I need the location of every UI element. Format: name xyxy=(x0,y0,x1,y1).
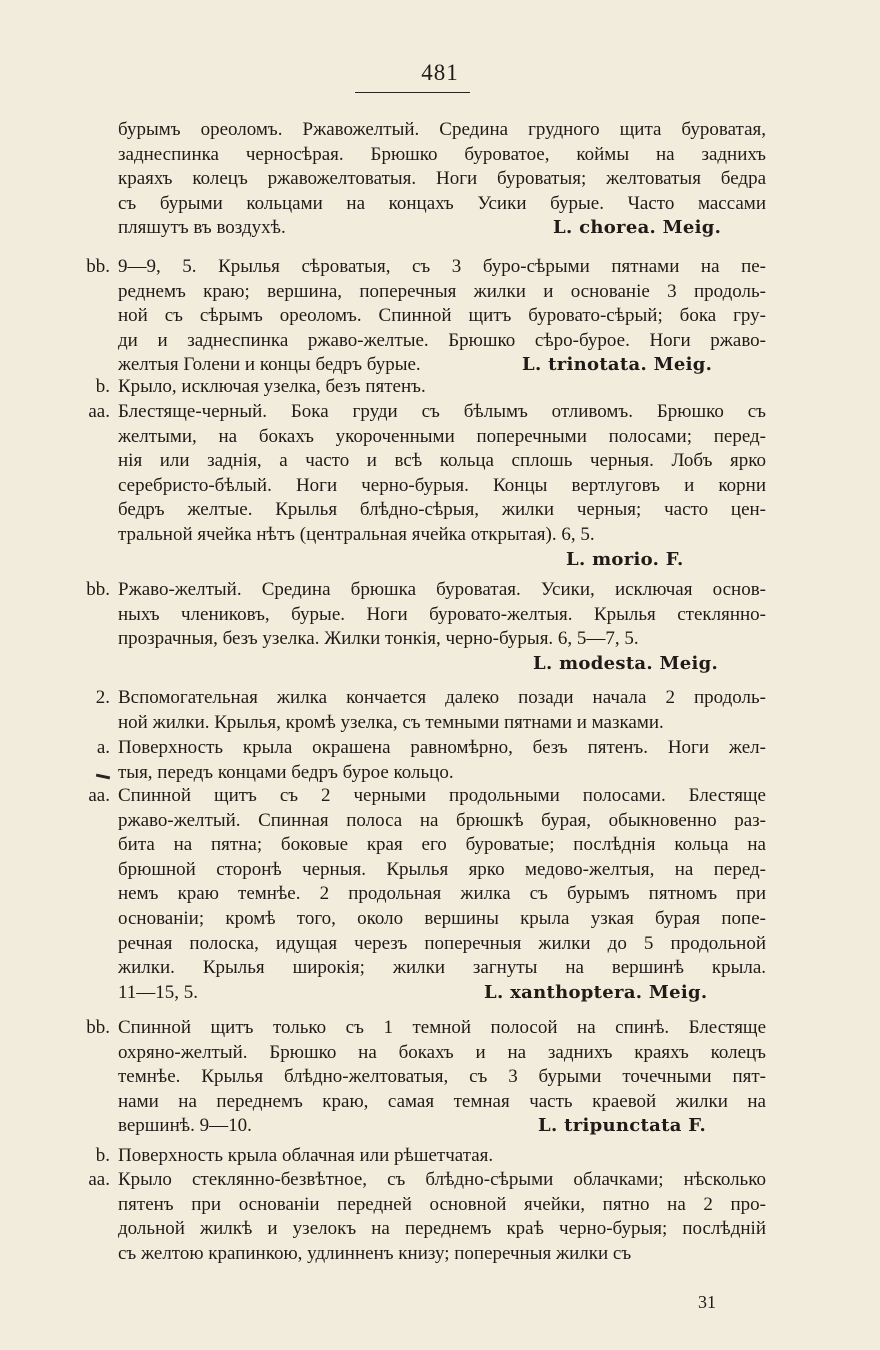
text-line: съ бурыми кольцами на концахъ Усики бурые. Часто массами xyxy=(118,192,766,214)
text-line: Вспомогательная жилка кончается далеко позади начала 2 продоль- xyxy=(118,687,766,708)
text-line: прозрачныя, безъ узелка. Жилки тонкія, черно-бурыя. 6, 5—7, 5. xyxy=(118,628,639,650)
text-line: Блестяще-черный. Бока груди съ бѣлымъ отливомъ. Брюшко съ xyxy=(118,401,766,422)
text-line: Крыло стеклянно-безвѣтное, съ блѣдно-сѣрыми облачками; нѣсколько xyxy=(118,1169,766,1190)
species-name: L. xanthoptera. Meig. xyxy=(484,981,708,1003)
text-line: тральной ячейка нѣтъ (центральная ячейка открытая). 6, 5. xyxy=(118,524,595,545)
text-line: Крыло, исключая узелка, безъ пятенъ. xyxy=(118,376,426,397)
species-name: L. modesta. Meig. xyxy=(533,652,719,674)
text-line: желтыя Голени и концы бедръ бурые. xyxy=(118,354,421,376)
entry-marker: b. xyxy=(95,1145,110,1166)
text-line: ной съ сѣрымъ ореоломъ. Спинной щитъ буровато-сѣрый; бока гру- xyxy=(118,305,766,327)
text-line: жилки. Крылья широкія; жилки загнуты на вершинѣ крыла. xyxy=(118,957,766,979)
text-line: тыя, передъ концами бедръ бурое кольцо. xyxy=(118,761,454,783)
margin-mark xyxy=(96,774,110,780)
entry-marker: aa. xyxy=(88,785,110,806)
entry-marker: a. xyxy=(96,737,110,758)
text-line: заднеспинка черносѣрая. Брюшко буроватое, коймы на заднихъ xyxy=(118,143,766,165)
text-line: пляшутъ въ воздухѣ. xyxy=(118,217,286,239)
text-line: съ желтою крапинкою, удлинненъ книзу; поперечныя жилки съ xyxy=(118,1242,632,1264)
text-line: нами на переднемъ краю, самая темная часть краевой жилки на xyxy=(118,1090,766,1112)
text-line: Спинной щитъ только съ 1 темной полосой на спинѣ. Блестяще xyxy=(118,1017,766,1038)
text-line: немъ краю темнѣе. 2 продольная жилка съ бурымъ пятномъ при xyxy=(118,883,766,905)
page-number: 481 xyxy=(421,60,459,85)
species-name: L. chorea. Meig. xyxy=(553,217,722,239)
text-line: желтыми, на бокахъ укороченными поперечными полосами; перед- xyxy=(118,425,766,447)
species-name: L. tripunctata F. xyxy=(538,1115,707,1137)
text-line: основаніи; кромѣ того, около вершины крыла узкая бурая попе- xyxy=(118,908,766,929)
entry-marker: aa. xyxy=(88,1169,110,1190)
entry-marker: b. xyxy=(95,376,110,397)
signature-mark: 31 xyxy=(698,1292,716,1312)
entry-marker: 2. xyxy=(95,687,110,708)
entry-marker: bb. xyxy=(86,1017,110,1038)
text-line: пятенъ при основаніи передней основной ячейки, пятно на 2 про- xyxy=(118,1193,766,1215)
text-line: бита на пятна; боковые края его буроватые; послѣднія кольца на xyxy=(118,834,766,856)
text-line: ржаво-желтый. Спинная полоса на брюшкѣ бурая, обыкновенно раз- xyxy=(118,809,766,831)
text-line: ныхъ члениковъ, бурые. Ноги буровато-желтыя. Крылья стеклянно- xyxy=(118,603,766,625)
text-line: Поверхность крыла облачная или рѣшетчатая. xyxy=(118,1145,494,1166)
text-line: дольной жилкѣ и узелокъ на переднемъ краѣ черно-бурыя; послѣдній xyxy=(118,1218,766,1240)
text-line: бурымъ ореоломъ. Ржавожелтый. Средина грудного щита буроватая, xyxy=(118,119,766,140)
text-line: брюшной сторонѣ черныя. Крылья ярко медово-желтыя, на перед- xyxy=(118,858,766,880)
text-line: Ржаво-желтый. Средина брюшка буроватая. Усики, исключая основ- xyxy=(118,579,766,600)
text-line: краяхъ колецъ ржавожелтоватыя. Ноги буроватыя; желтоватыя бедра xyxy=(118,168,766,190)
entry-marker: bb. xyxy=(86,256,110,277)
text-line: 9—9, 5. Крылья сѣроватыя, съ 3 буро-сѣрыми пятнами на пе- xyxy=(118,256,766,277)
entry-marker: bb. xyxy=(86,579,110,600)
text-line: ди и заднеспинка ржаво-желтые. Брюшко сѣро-бурое. Ноги ржаво- xyxy=(118,329,766,351)
text-line: речная полоска, идущая черезъ поперечныя жилки до 5 продольной xyxy=(118,932,766,954)
text-line: ной жилки. Крылья, кромѣ узелка, съ темными пятнами и мазками. xyxy=(118,711,664,733)
text-line: вершинѣ. 9—10. xyxy=(118,1115,252,1137)
text-line: реднемъ краю; вершина, поперечныя жилки и основаніе 3 продоль- xyxy=(118,280,766,302)
text-line: Спинной щитъ съ 2 черными продольными полосами. Блестяще xyxy=(118,785,766,806)
text-line: охряно-желтый. Брюшко на бокахъ и на заднихъ краяхъ колецъ xyxy=(118,1041,766,1063)
text-line: серебристо-бѣлый. Ноги черно-бурыя. Концы вертлуговъ и корни xyxy=(118,474,766,496)
text-line: 11—15, 5. xyxy=(118,981,199,1003)
species-name: L. trinotata. Meig. xyxy=(522,354,713,376)
text-line: Поверхность крыла окрашена равномѣрно, безъ пятенъ. Ноги жел- xyxy=(118,737,766,758)
text-line: темнѣе. Крылья блѣдно-желтоватыя, съ 3 бурыми точечными пят- xyxy=(118,1066,766,1088)
species-name: L. morio. F. xyxy=(566,548,684,570)
text-line: бедръ желтые. Крылья блѣдно-сѣрыя, жилки черныя; часто цен- xyxy=(118,499,766,521)
text-line: нія или заднія, а часто и всѣ кольца сплошь черныя. Лобъ ярко xyxy=(118,450,766,472)
header-rule xyxy=(355,92,470,93)
entry-marker: aa. xyxy=(88,401,110,422)
